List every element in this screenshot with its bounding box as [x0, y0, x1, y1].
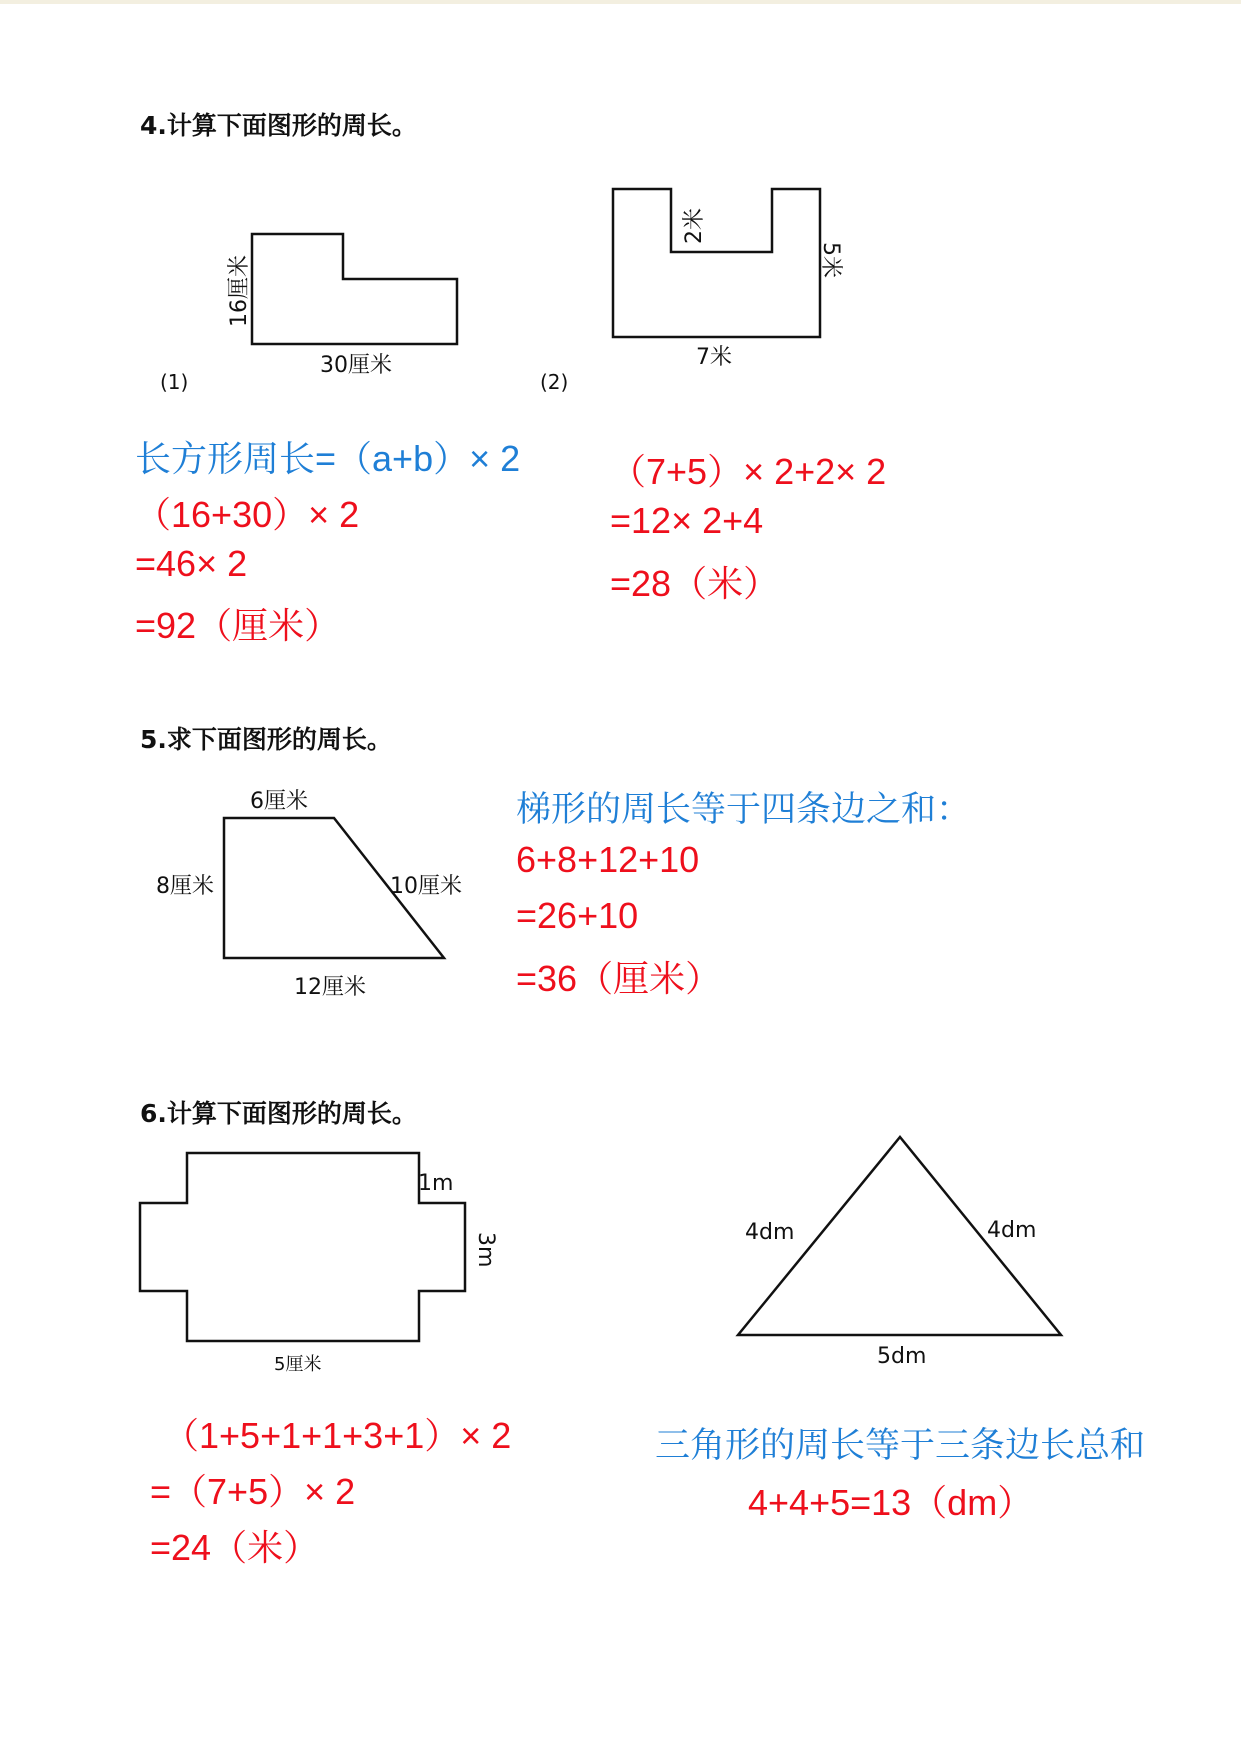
cross-side-label: 3m	[473, 1232, 498, 1268]
fig1-number: (1)	[160, 370, 189, 394]
q4-solution2-line2: =12× 2+4	[610, 500, 764, 541]
fig2-number: (2)	[540, 370, 569, 394]
fig2-inner-label: 2米	[682, 208, 707, 244]
q4-solution1-line3: =92（厘米）	[135, 605, 341, 646]
q4-solution1-line2: =46× 2	[135, 543, 248, 584]
q6-solution-cross-line1: （1+5+1+1+3+1）× 2	[163, 1415, 512, 1456]
trapezoid-top-label: 6厘米	[250, 789, 308, 814]
q6-solution-triangle-line: 4+4+5=13（dm）	[748, 1482, 1034, 1523]
q4-solution2-line1: （7+5）× 2+2× 2	[610, 451, 887, 492]
q4-solution1-line1: （16+30）× 2	[135, 494, 360, 535]
u-shape-figure	[613, 189, 820, 337]
cross-bottom-label: 5厘米	[274, 1354, 322, 1375]
fig2-side-label: 5米	[818, 242, 843, 278]
fig1-side-label: 16厘米	[227, 255, 252, 327]
q4-formula-rectangle: 长方形周长=（a+b）× 2	[135, 438, 521, 479]
q6-formula-triangle: 三角形的周长等于三条边长总和	[655, 1426, 1146, 1466]
cross-shape-figure	[140, 1153, 465, 1341]
triangle-bottom-label: 5dm	[877, 1344, 927, 1369]
q4-solution2-line3: =28（米）	[610, 563, 780, 604]
q6-solution-cross-line3: =24（米）	[150, 1527, 320, 1568]
q6-heading: 6.计算下面图形的周长。	[140, 1099, 417, 1128]
cross-step-label: 1m	[418, 1171, 454, 1196]
fig2-bottom-label: 7米	[696, 345, 732, 370]
triangle-left-label: 4dm	[745, 1220, 795, 1245]
trapezoid-bottom-label: 12厘米	[294, 975, 366, 1000]
q5-solution-line1: 6+8+12+10	[516, 839, 700, 880]
q5-heading: 5.求下面图形的周长。	[140, 725, 392, 754]
q4-heading: 4.计算下面图形的周长。	[140, 111, 417, 140]
fig1-bottom-label: 30厘米	[320, 353, 392, 378]
trapezoid-left-label: 8厘米	[156, 874, 214, 899]
q5-solution-line3: =36（厘米）	[516, 958, 722, 999]
l-shape-figure	[252, 234, 457, 344]
q6-solution-cross-line2: =（7+5）× 2	[150, 1471, 356, 1512]
trapezoid-slant-label: 10厘米	[390, 874, 462, 899]
q5-formula-trapezoid: 梯形的周长等于四条边之和：	[516, 790, 972, 830]
q5-solution-line2: =26+10	[516, 895, 639, 936]
triangle-right-label: 4dm	[987, 1218, 1037, 1243]
